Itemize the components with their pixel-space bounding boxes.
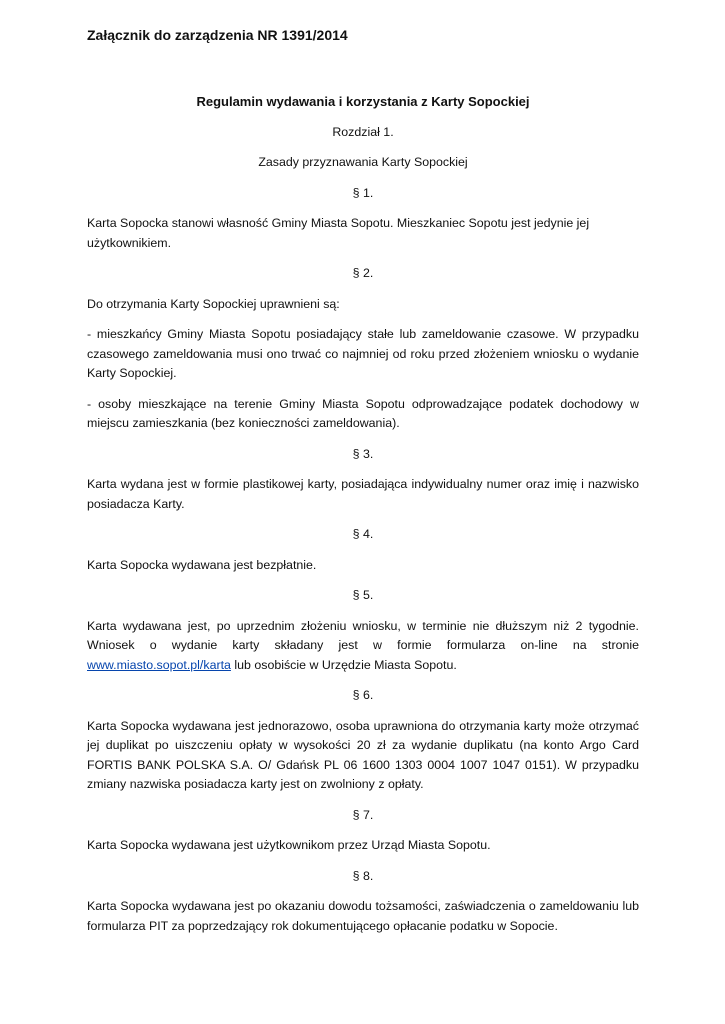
- document-body: [87, 92, 639, 947]
- list-item: - osoby mieszkające na terenie Gminy Miasta Sopotu odprowadzające podatek dochodowy w miejscu zamieszkania (bez konieczności zameldowania).: [87, 396, 639, 430]
- section-text-7: Karta Sopocka wydawana jest użytkownikom przez Urząd Miasta Sopotu.: [87, 838, 491, 852]
- section-text-5-before-link: Karta wydawana jest, po uprzednim złożeniu wniosku, w terminie nie dłuższym niż 2 tygodnie. Wniosek o wydanie karty składany jest w formie formularza on-line na stronie: [87, 618, 639, 652]
- section-text-4: Karta Sopocka wydawana jest bezpłatnie.: [87, 557, 317, 572]
- section-heading-6: § 6.: [352, 688, 374, 702]
- section-intro-2: Do otrzymania Karty Sopockiej uprawnieni są:: [87, 296, 340, 311]
- section-heading-3: § 3.: [352, 446, 374, 461]
- section-heading-1: § 1.: [352, 185, 374, 200]
- section-text-5: [87, 617, 639, 676]
- section-text-3: Karta wydana jest w formie plastikowej karty, posiadająca indywidualny numer oraz imię i nazwisko posiadacza Karty.: [87, 477, 639, 511]
- section-heading-2: § 2.: [352, 266, 374, 280]
- section-text-1: Karta Sopocka stanowi własność Gminy Miasta Sopotu. Mieszkaniec Sopotu jest jedynie jej użytkownikiem.: [87, 216, 590, 250]
- list-item: - mieszkańcy Gminy Miasta Sopotu posiadający stałe lub zameldowanie czasowe. W przypadku czasowego zameldowania musi ono trwać co najmniej od roku przed złożeniem wniosku o wydanie Karty Sopockiej.: [87, 327, 639, 380]
- section-heading-7: § 7.: [352, 807, 374, 822]
- document-title: Regulamin wydawania i korzystania z Karty Sopockiej: [196, 94, 530, 109]
- section-text-8: Karta Sopocka wydawana jest po okazaniu dowodu tożsamości, zaświadczenia o zameldowaniu lub formularza PIT za poprzedzający rok dokumentującego opłacanie podatku w Sopocie.: [87, 899, 639, 933]
- section-text-6: Karta Sopocka wydawana jest jednorazowo, osoba uprawniona do otrzymania karty może otrzymać jej duplikat po uiszczeniu opłaty w wysokości 20 zł za wydanie duplikatu (na konto Argo Card FORTIS BANK POLSKA S.A. O/ Gdańsk PL 06 1600 1303 0004 1007 1047 0151). W przypadku zmiany nazwiska posiadacza karty jest on zwolniony z opłaty.: [87, 718, 639, 791]
- attachment-heading: Załącznik do zarządzenia NR 1391/2014: [87, 27, 348, 43]
- section-heading-5: § 5.: [352, 588, 374, 602]
- chapter-title: Zasady przyznawania Karty Sopockiej: [258, 155, 468, 169]
- karta-website-link[interactable]: www.miasto.sopot.pl/karta: [87, 657, 231, 672]
- section-text-5-after-link: lub osobiście w Urzędzie Miasta Sopotu.: [230, 657, 457, 672]
- chapter-number: Rozdział 1.: [332, 124, 394, 139]
- section-heading-4: § 4.: [352, 527, 374, 541]
- section-heading-8: § 8.: [352, 868, 374, 883]
